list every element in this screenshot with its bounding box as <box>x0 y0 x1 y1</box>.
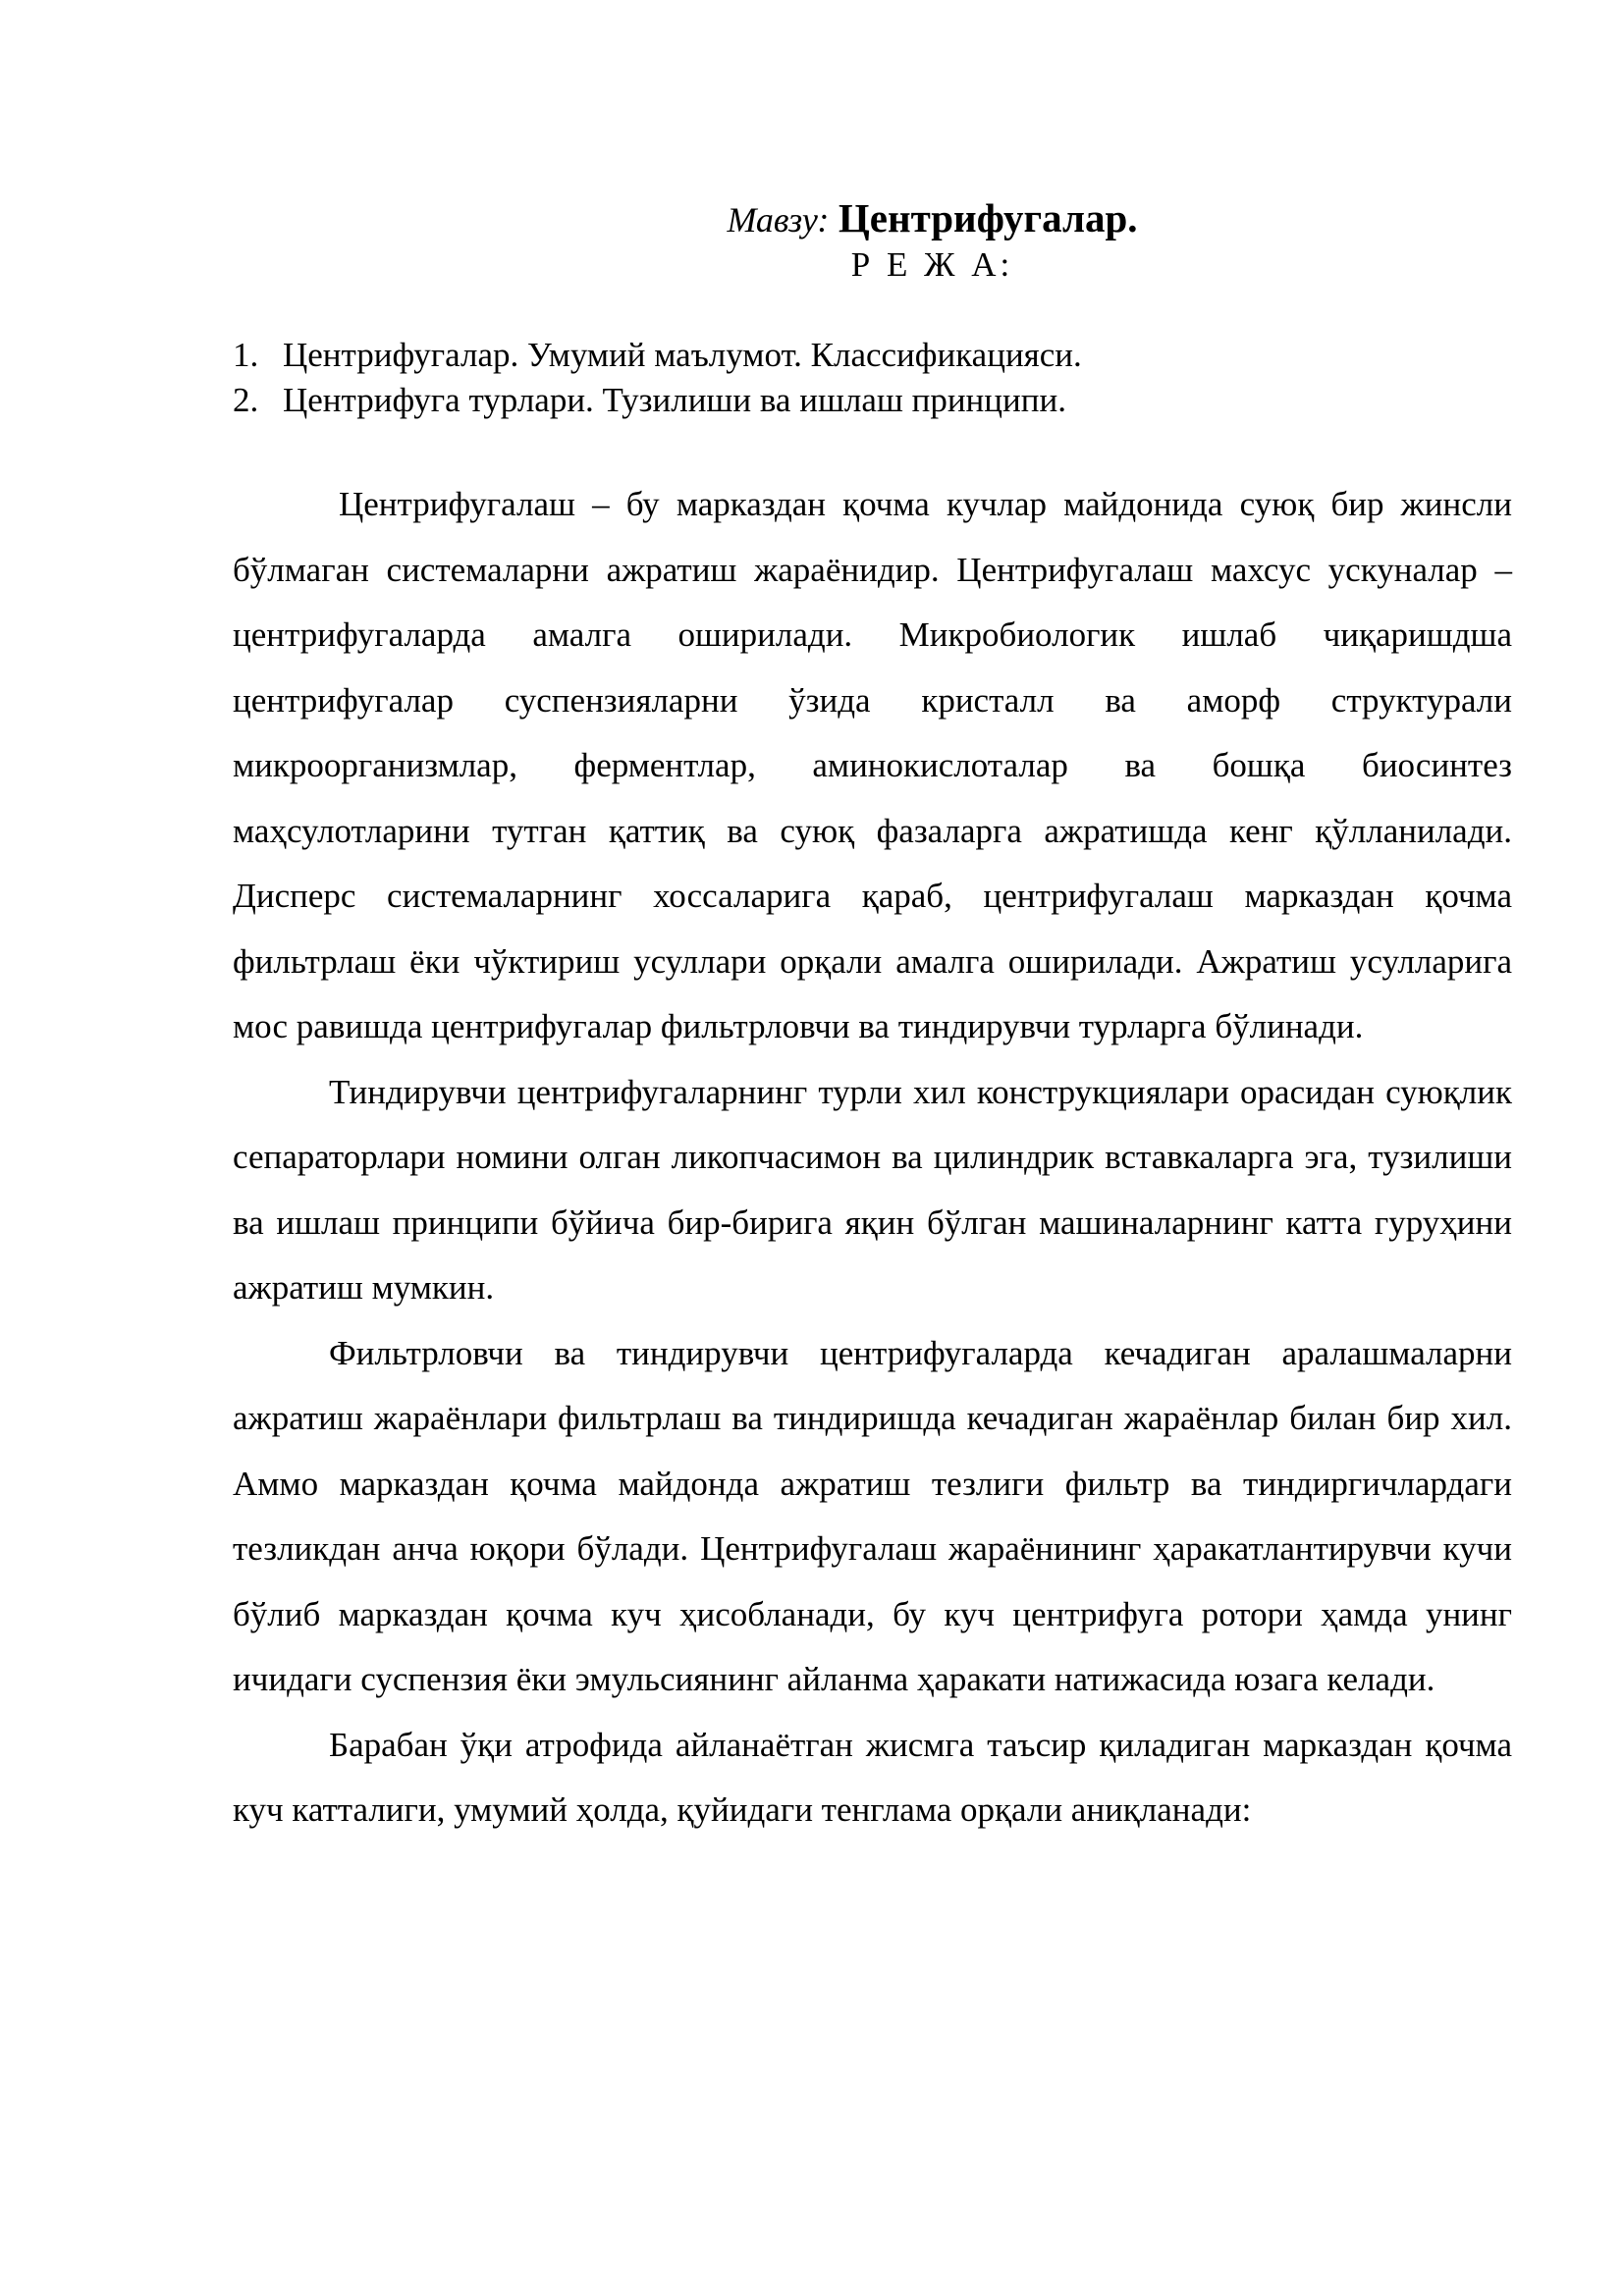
plan-item-text: Центрифуга турлари. Тузилиши ва ишлаш принципи. <box>283 381 1066 419</box>
paragraph: Центрифугалаш – бу марказдан қочма кучлар майдонида суюқ бир жинсли бўлмаган системаларни ажратиш жараёнидир. Центрифугалаш махсус ускуналар – центрифугаларда амалга оширилади. Микробиологик ишлаб чиқаришдша центрифугалар суспензияларни ўзида кристалл ва аморф структурали микроорганизмлар, ферментлар, аминокислоталар ва бошқа биосинтез маҳсулотларини тутган қаттиқ ва суюқ фазаларга ажратишда кенг қўлланилади. Дисперс системаларнинг хоссаларига қараб, центрифугалаш марказдан қочма фильтрлаш ёки чўктириш усуллари орқали амалга оширилади. Ажратиш усулларига мос равишда центрифугалар фильтрловчи ва тиндирувчи турларга бўлинади. <box>233 485 1512 1045</box>
paragraph: Фильтрловчи ва тиндирувчи центрифугаларда кечадиган аралашмаларни ажратиш жараёнлари фильтрлаш ва тиндиришда кечадиган жараёнлар билан бир хил. Аммо марказдан қочма майдонда ажратиш тезлиги фильтр ва тиндиргичлардаги тезликдан анча юқори бўлади. Центрифугалаш жараёнининг ҳаракатлантирувчи кучи бўлиб марказдан қочма куч ҳисобланади, бу куч центрифуга ротори ҳамда унинг ичидаги суспензия ёки эмульсиянинг айланма ҳаракати натижасида юзага келади. <box>233 1333 1512 1698</box>
body-text <box>233 472 1512 1843</box>
plan-list <box>233 333 1512 423</box>
plan-item-number: 1. <box>233 336 259 374</box>
plan-heading: Р Е Ж А: <box>850 245 1014 284</box>
plan-item-text: Центрифугалар. Умумий маълумот. Классификацияси. <box>283 336 1082 374</box>
plan-item <box>233 378 1512 423</box>
topic-label: Мавзу: <box>727 200 830 240</box>
paragraph: Тиндирувчи центрифугаларнинг турли хил конструкциялари орасидан суюқлик сепараторлари номини олган ликопчасимон ва цилиндрик вставкаларга эга, тузилиши ва ишлаш принципи бўйича бир-бирига яқин бўлган машиналарнинг катта гуруҳини ажратиш мумкин. <box>233 1072 1512 1307</box>
document-title <box>352 196 1512 241</box>
plan-item <box>233 333 1512 378</box>
paragraph: Барабан ўқи атрофида айланаётган жисмга таъсир қиладиган марказдан қочма куч катталиги, умумий ҳолда, қуйидаги тенглама орқали аниқланади: <box>233 1725 1512 1829</box>
plan-item-number: 2. <box>233 381 259 419</box>
title-text: Центрифугалар. <box>838 195 1138 240</box>
document-page <box>233 196 1512 1843</box>
